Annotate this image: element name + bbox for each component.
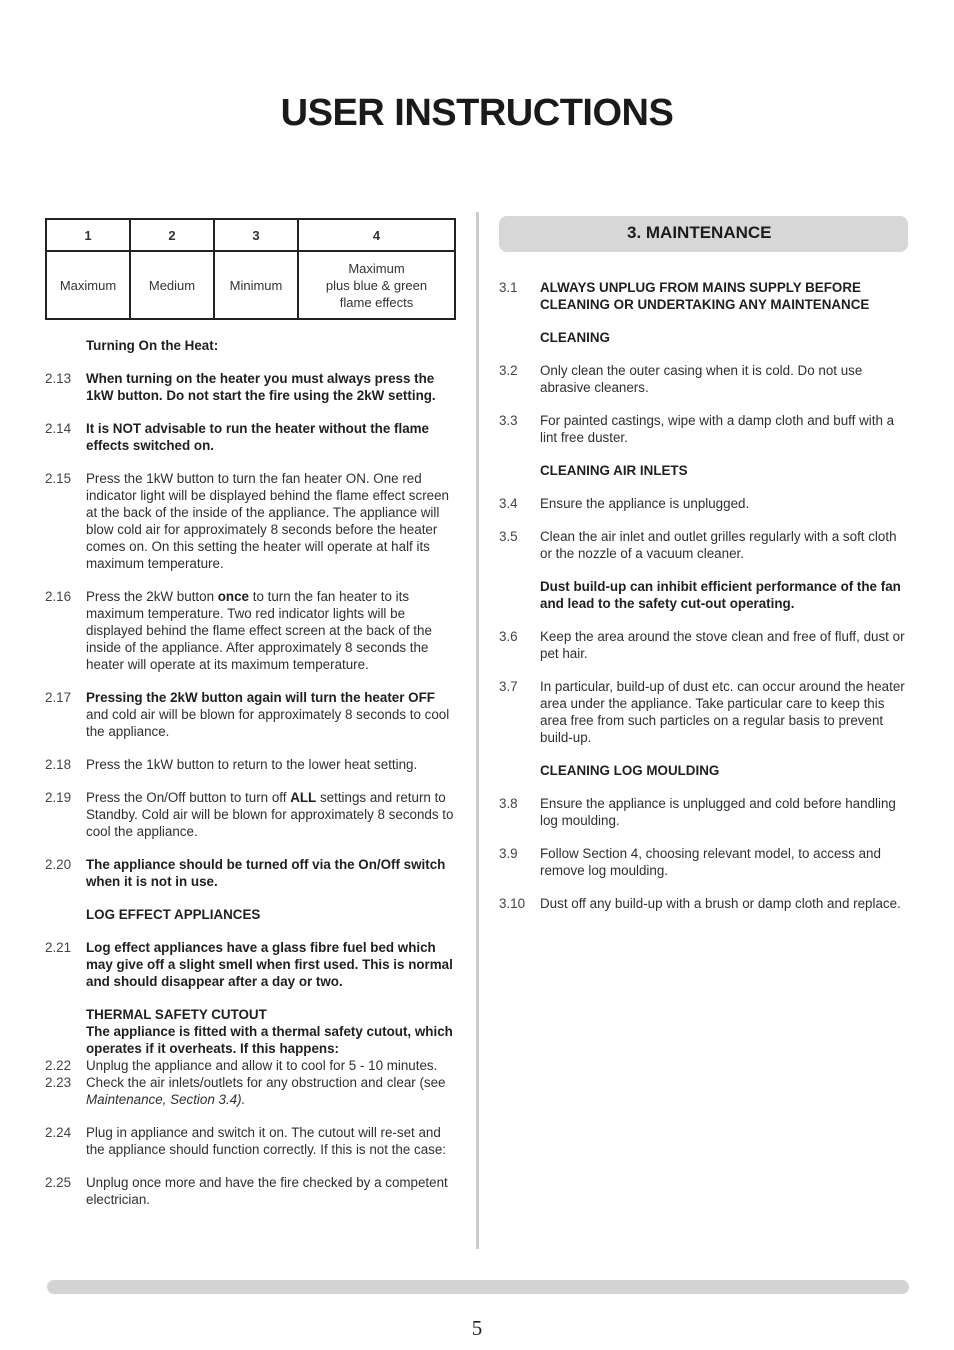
dust-warning [499,578,911,612]
instruction-text: Unplug the appliance and allow it to cool for 5 - 10 minutes. [86,1058,438,1073]
instruction-number: 2.15 [45,471,72,486]
instruction-3-2 [499,362,911,396]
instruction-text: Log effect appliances have a glass fibre fuel bed which may give off a slight smell when first used. This is normal and should disappear after a day or two. [86,940,453,989]
instruction-2-17 [45,689,457,740]
instruction-number: 2.14 [45,421,72,436]
instruction-3-8 [499,795,911,829]
table-cell: Medium [130,251,214,319]
log-moulding-heading [499,762,911,779]
instruction-3-4 [499,495,911,512]
instruction-text: Dust off any build-up with a brush or damp cloth and replace. [540,896,901,911]
section-heading: THERMAL SAFETY CUTOUT [86,1007,267,1022]
instruction-2-13 [45,370,457,404]
instruction-text: and cold air will be blown for approximately 8 seconds to cool the appliance. [86,707,450,739]
instruction-number: 3.1 [499,280,518,295]
page-number: 5 [471,1316,483,1340]
instruction-text: In particular, build-up of dust etc. can occur around the heater area under the appliance. Take particular care to keep this area free from such particles on a regular basis to prevent build-up. [540,679,905,745]
instruction-number: 2.13 [45,371,72,386]
instruction-2-25 [45,1174,457,1208]
instruction-text: Ensure the appliance is unplugged. [540,496,750,511]
instruction-text: Check the air inlets/outlets for any obstruction and clear (see [86,1075,446,1090]
instruction-3-9 [499,845,911,879]
instruction-number: 3.2 [499,363,518,378]
instruction-number: 3.6 [499,629,518,644]
maintenance-reference: Maintenance, Section 3.4). [86,1092,246,1107]
table-header-cell: 2 [130,219,214,251]
section-heading: Turning On the Heat: [86,338,219,353]
instruction-2-19 [45,789,457,840]
instruction-number: 2.16 [45,589,72,604]
instruction-text: Clean the air inlet and outlet grilles regularly with a soft cloth or the nozzle of a vacuum cleaner. [540,529,897,561]
instruction-number: 3.3 [499,413,518,428]
table-cell: Minimum [214,251,298,319]
instruction-2-21 [45,939,457,990]
instruction-text: Keep the area around the stove clean and free of fluff, dust or pet hair. [540,629,905,661]
instruction-number: 2.24 [45,1125,72,1140]
table-cell-line: plus blue & green [325,277,428,293]
instruction-3-1 [499,279,911,313]
instruction-2-23 [45,1074,457,1108]
instruction-2-22 [45,1057,457,1074]
instruction-text: Only clean the outer casing when it is cold. Do not use abrasive cleaners. [540,363,863,395]
instruction-text: to turn the fan heater to its maximum temperature. Two red indicator lights will be displayed behind the flame effect screen at the back of the inside of the appliance. After approximately 8 seconds the heater will operate at its maximum temperature. [86,589,432,672]
table-cell-line: Maximum [348,260,405,276]
instruction-emphasis: ALL [290,790,317,805]
table-header-cell: 4 [298,219,455,251]
instruction-text: Press the 1kW button to turn the fan heater ON. One red indicator light will be displayed behind the flame effect screen at the back of the inside of the appliance. The appliance will blow cold air for approximately 8 seconds before the heater comes on. On this setting the heater will operate at half its maximum temperature. [86,471,449,571]
warning-text: Dust build-up can inhibit efficient performance of the fan and lead to the safety cut-out operating. [540,579,901,611]
instruction-number: 2.23 [45,1075,72,1090]
section-heading: CLEANING LOG MOULDING [540,763,720,778]
instruction-2-15 [45,470,457,572]
instruction-text: Press the 2kW button [86,589,218,604]
instruction-emphasis: Pressing the 2kW button again will turn the heater OFF [86,690,435,705]
instruction-text: It is NOT advisable to run the heater without the flame effects switched on. [86,421,429,453]
instruction-2-20 [45,856,457,890]
table-header-cell: 1 [46,219,130,251]
instruction-text: The appliance should be turned off via the On/Off switch when it is not in use. [86,857,446,889]
table-row [46,251,455,319]
instruction-3-6 [499,628,911,662]
instruction-number: 2.18 [45,757,72,772]
instruction-text: Press the 1kW button to return to the lower heat setting. [86,757,418,772]
instruction-number: 2.17 [45,690,72,705]
instruction-number: 2.25 [45,1175,72,1190]
thermal-cutout-intro [45,1023,457,1057]
instruction-3-5 [499,528,911,562]
instruction-text: Unplug once more and have the fire checked by a competent electrician. [86,1175,448,1207]
instruction-text: Follow Section 4, choosing relevant model, to access and remove log moulding. [540,846,881,878]
left-column [45,337,457,1224]
instruction-number: 3.8 [499,796,518,811]
table-cell-flame-effects [298,251,455,319]
instruction-text: ALWAYS UNPLUG FROM MAINS SUPPLY BEFORE CLEANING OR UNDERTAKING ANY MAINTENANCE [540,280,870,312]
instruction-3-10 [499,895,911,912]
table-cell: Maximum [46,251,130,319]
instruction-number: 3.10 [499,896,526,911]
column-divider [476,212,479,1249]
thermal-cutout-heading [45,1006,457,1023]
footer-bar [47,1280,909,1294]
table-header-row [46,219,455,251]
instruction-number: 3.7 [499,679,518,694]
instruction-number: 3.9 [499,846,518,861]
instruction-number: 2.22 [45,1058,72,1073]
instruction-2-18 [45,756,457,773]
cleaning-heading [499,329,911,346]
instruction-number: 3.4 [499,496,518,511]
instruction-text: When turning on the heater you must always press the 1kW button. Do not start the fire using the 2kW setting. [86,371,436,403]
table-header-cell: 3 [214,219,298,251]
instruction-number: 2.19 [45,790,72,805]
instruction-number: 2.21 [45,940,72,955]
log-effect-heading [45,906,457,923]
instruction-text: settings and return to Standby. Cold air will be blown for approximately 8 seconds to cool the appliance. [86,790,454,839]
instruction-text: Press the On/Off button to turn off [86,790,291,805]
instruction-number: 2.20 [45,857,72,872]
instruction-emphasis: once [217,589,250,604]
section-heading: CLEANING [540,330,610,345]
turning-on-heading [45,337,457,354]
instruction-text: Ensure the appliance is unplugged and cold before handling log moulding. [540,796,896,828]
section-heading: CLEANING AIR INLETS [540,463,688,478]
section-heading: 3. MAINTENANCE [627,223,772,242]
air-inlets-heading [499,462,911,479]
page-title: USER INSTRUCTIONS [280,92,674,134]
instruction-text: Plug in appliance and switch it on. The cutout will re-set and the appliance should function correctly. If this is not the case: [86,1125,447,1157]
instruction-number: 3.5 [499,529,518,544]
instruction-2-14 [45,420,457,454]
instruction-3-7 [499,678,911,746]
instruction-2-24 [45,1124,457,1158]
table-cell-line: flame effects [339,294,414,310]
section-heading: LOG EFFECT APPLIANCES [86,907,261,922]
instruction-2-16 [45,588,457,673]
instruction-text: The appliance is fitted with a thermal safety cutout, which operates if it overheats. If this happens: [86,1024,453,1056]
heat-settings-table [45,218,456,320]
right-column [499,279,911,928]
instruction-3-3 [499,412,911,446]
instruction-text: For painted castings, wipe with a damp cloth and buff with a lint free duster. [540,413,895,445]
maintenance-section-header [499,216,908,252]
